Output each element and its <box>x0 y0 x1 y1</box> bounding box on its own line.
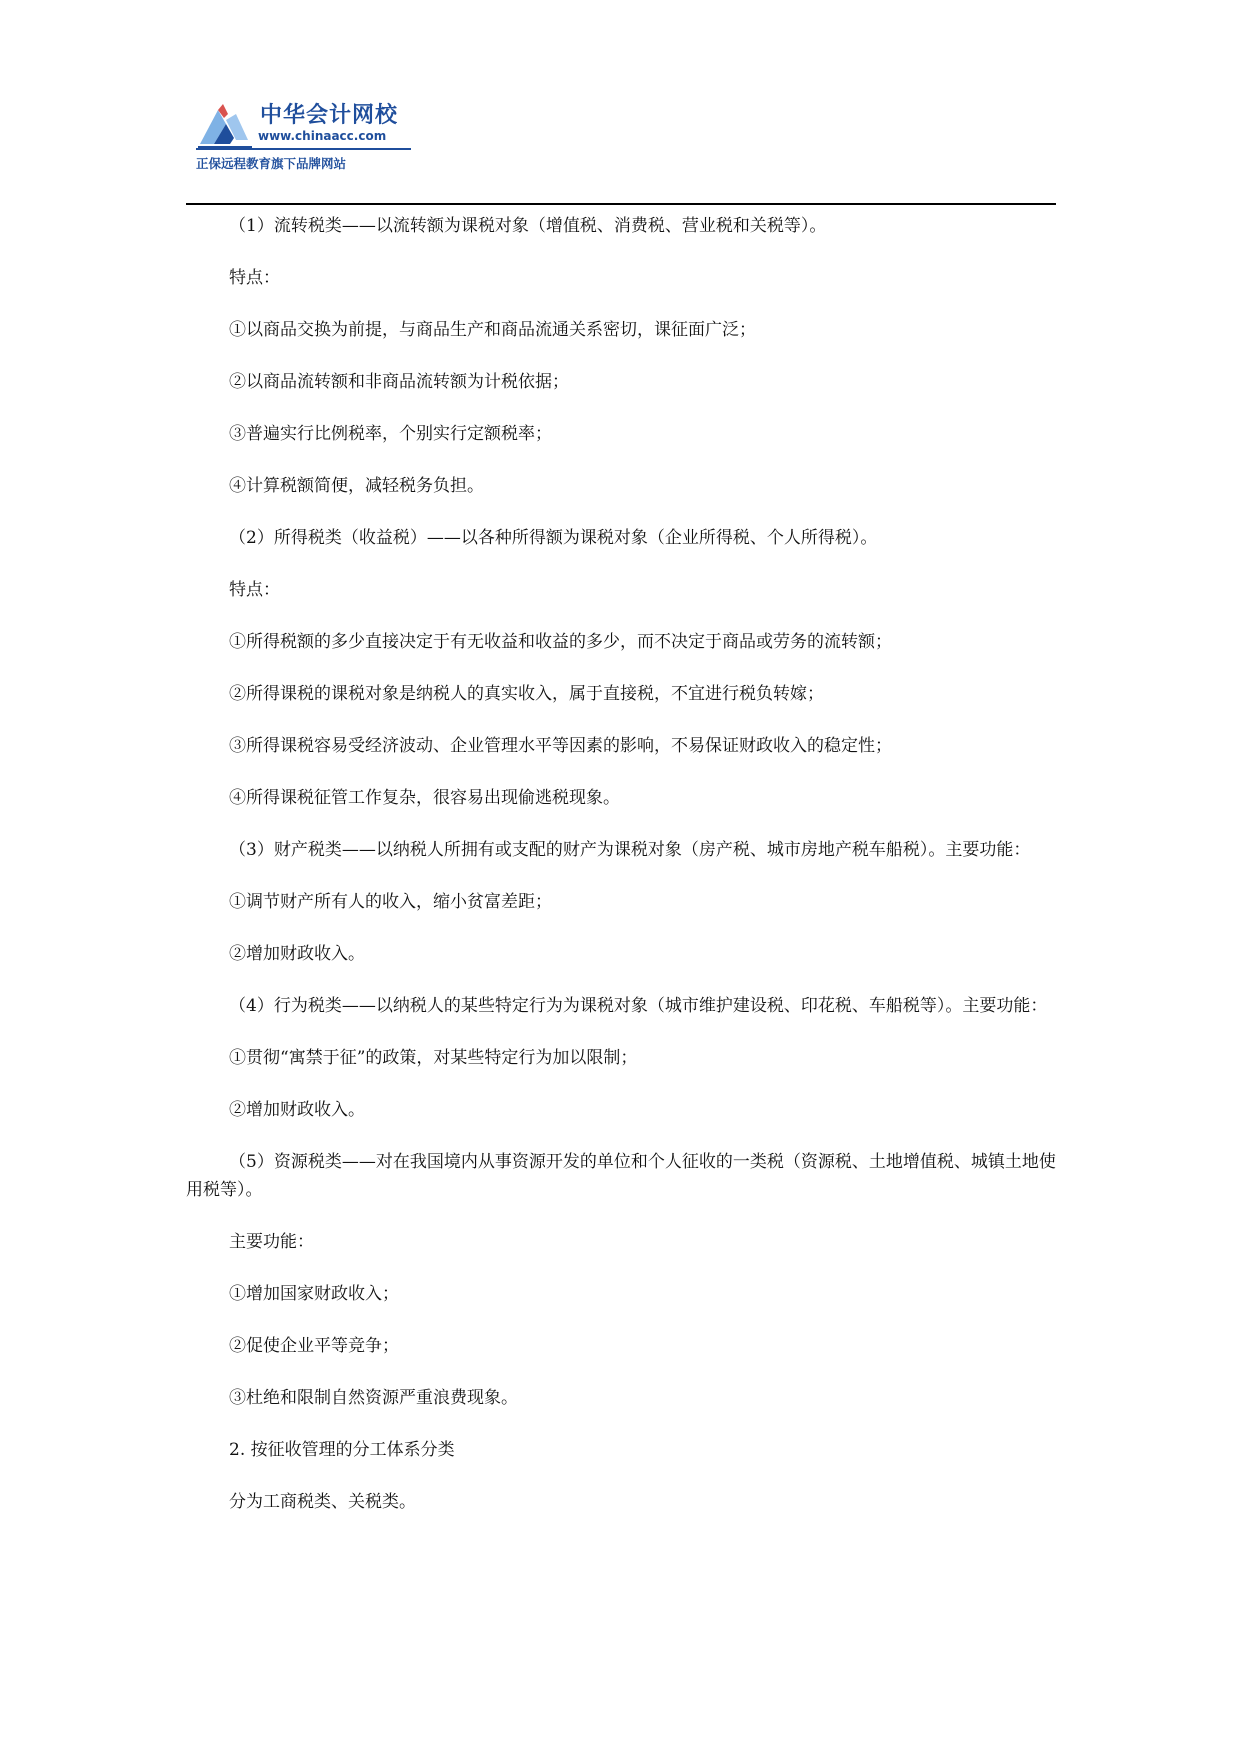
paragraph: 2. 按征收管理的分工体系分类 <box>229 1440 455 1460</box>
paragraph: 主要功能： <box>229 1232 314 1252</box>
chinaacc-logo-icon <box>196 100 254 150</box>
paragraph: （1）流转税类——以流转额为课税对象（增值税、消费税、营业税和关税等）。 <box>229 216 827 236</box>
paragraph: 特点： <box>229 580 280 600</box>
brand-url: www.chinaacc.com <box>258 129 387 143</box>
paragraph: ②以商品流转额和非商品流转额为计税依据； <box>229 372 569 392</box>
paragraph: ②增加财政收入。 <box>229 1100 365 1120</box>
paragraph: （3）财产税类——以纳税人所拥有或支配的财产为课税对象（房产税、城市房地产税车船税）。主要功能： <box>229 840 1031 860</box>
paragraph: 特点： <box>229 268 280 288</box>
paragraph: ②促使企业平等竞争； <box>229 1336 399 1356</box>
paragraph: ①增加国家财政收入； <box>229 1284 399 1304</box>
header-rule <box>186 203 1056 205</box>
paragraph: ③普遍实行比例税率，个别实行定额税率； <box>229 424 552 444</box>
paragraph: ①以商品交换为前提，与商品生产和商品流通关系密切，课征面广泛； <box>229 320 756 340</box>
paragraph: ④计算税额简便，减轻税务负担。 <box>229 476 484 496</box>
brand-name: 中华会计网校 <box>260 103 399 128</box>
document-body <box>186 212 1056 1540</box>
paragraph: （2）所得税类（收益税）——以各种所得额为课税对象（企业所得税、个人所得税）。 <box>229 528 878 548</box>
brand-divider <box>196 148 411 150</box>
paragraph: 分为工商税类、关税类。 <box>229 1492 416 1512</box>
paragraph: ③杜绝和限制自然资源严重浪费现象。 <box>229 1388 518 1408</box>
paragraph: ①贯彻“寓禁于征”的政策，对某些特定行为加以限制； <box>229 1048 638 1068</box>
paragraph: （5）资源税类——对在我国境内从事资源开发的单位和个人征收的一类税（资源税、土地增值税、城镇土地使用税等）。 <box>186 1152 1056 1200</box>
paragraph: ③所得课税容易受经济波动、企业管理水平等因素的影响，不易保证财政收入的稳定性； <box>229 736 892 756</box>
paragraph: ②增加财政收入。 <box>229 944 365 964</box>
paragraph: ①调节财产所有人的收入，缩小贫富差距； <box>229 892 552 912</box>
brand-tagline: 正保远程教育旗下品牌网站 <box>196 156 347 171</box>
paragraph: ①所得税额的多少直接决定于有无收益和收益的多少，而不决定于商品或劳务的流转额； <box>229 632 892 652</box>
paragraph: （4）行为税类——以纳税人的某些特定行为为课税对象（城市维护建设税、印花税、车船税等）。主要功能： <box>229 996 1048 1016</box>
paragraph: ②所得课税的课税对象是纳税人的真实收入，属于直接税，不宜进行税负转嫁； <box>229 684 824 704</box>
paragraph: ④所得课税征管工作复杂，很容易出现偷逃税现象。 <box>229 788 620 808</box>
site-header <box>196 96 426 176</box>
